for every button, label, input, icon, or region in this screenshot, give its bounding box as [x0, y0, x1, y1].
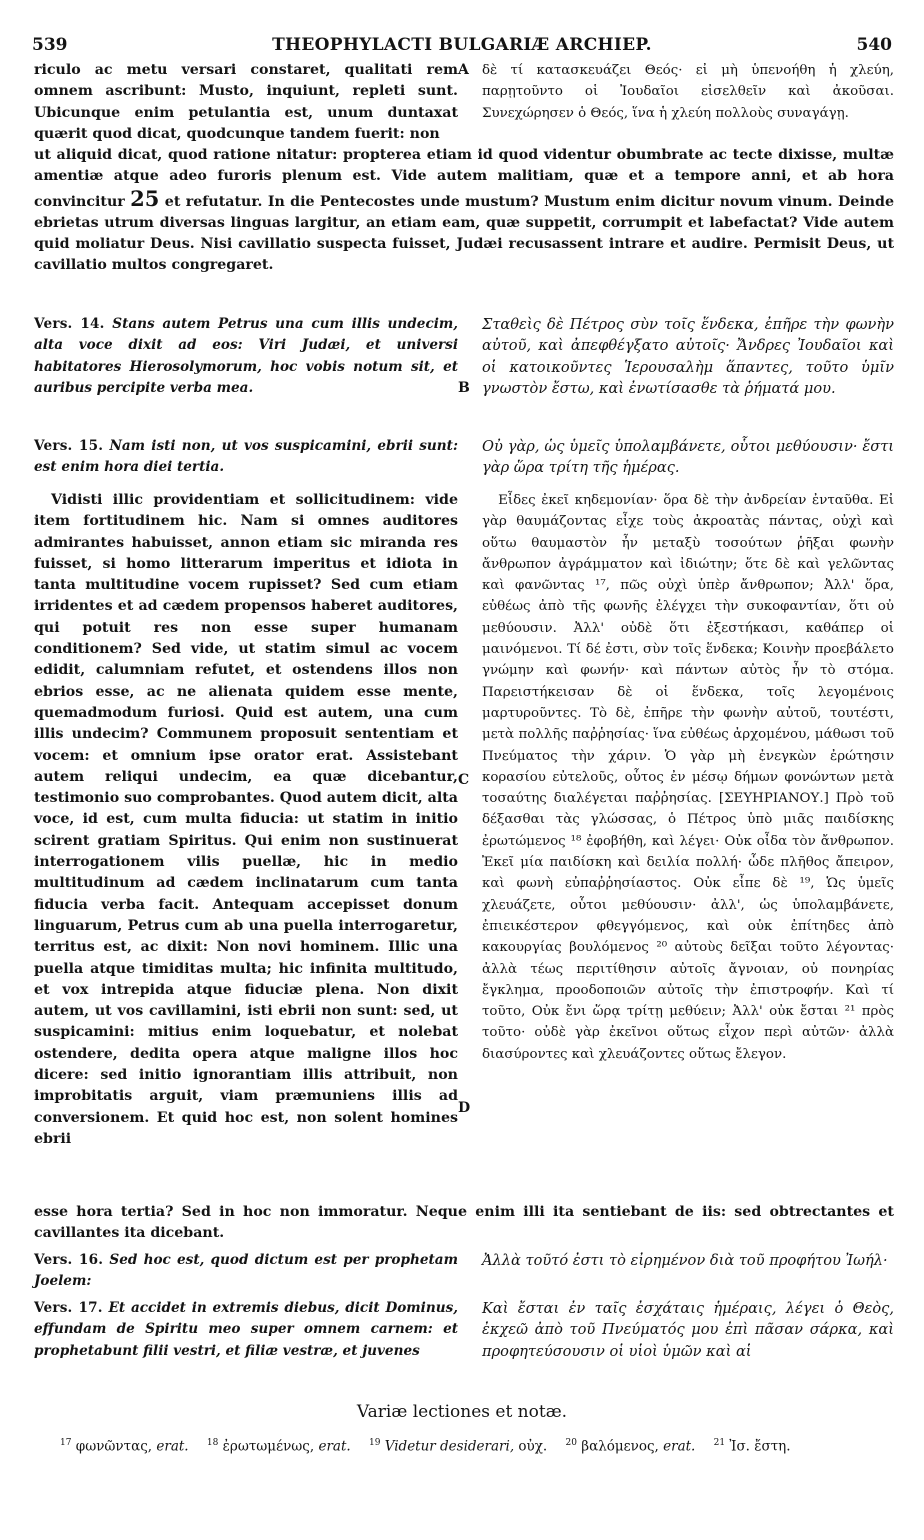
verse-14-latin: [34, 314, 458, 399]
verse-text: Stans autem Petrus una cum illis undecim, alta voce dixit ad eos: Viri Judæi, et universi habitatores Hierosolymorum, hoc vobis notum sit, et auribus percipite verba mea.: [34, 316, 459, 396]
running-title: THEOPHYLACTI BULGARIÆ ARCHIEP.: [272, 35, 652, 55]
footnote-tail: οὐχ.: [518, 1438, 548, 1455]
paragraph-after: et refutatur. In die Pentecostes unde mustum? Mustum enim dicitur novum vinum. Deinde ebrietas utrum diversas linguas largitur, an etiam eam, quæ suppetit, corrumpit et labefactat? Vide autem quid moliatur Deus. Nisi cavillatio suspecta fuisset, Judæi recusassent intrare et audire. Permisit Deus, ut cavillatio multos congregaret.: [34, 193, 894, 274]
page-number-left: 539: [32, 35, 68, 55]
footnote-number: 17: [60, 1438, 72, 1448]
footnote-tail: erat.: [663, 1438, 696, 1455]
margin-letter-d: D: [458, 1100, 471, 1116]
margin-letter-c: C: [458, 772, 470, 788]
footnote-text: Videtur desiderari,: [384, 1438, 515, 1455]
footnote-number: 18: [206, 1438, 219, 1448]
verse-text: Et accidet in extremis diebus, dicit Dominus, effundam de Spiritu meo super omnem carnem: et prophetabunt filii vestri, et filiæ vestræ, et juvenes: [34, 1300, 458, 1359]
footnote-tail: erat.: [318, 1438, 351, 1455]
verse-17-greek: Καὶ ἔσται ἐν ταῖς ἐσχάταις ἡμέραις, λέγει ὁ Θεὸς, ἐκχεῶ ἀπὸ τοῦ Πνεύματός μου ἐπὶ πᾶσαν σάρκα, καὶ προφητεύσουσιν οἱ υἱοὶ ὑμῶν καὶ αἱ: [482, 1300, 894, 1360]
footnote-number: 19: [368, 1438, 381, 1448]
running-head: [32, 34, 892, 56]
page-number-right: 540: [856, 35, 892, 55]
bridge-paragraph: esse hora tertia? Sed in hoc non immoratur. Neque enim illi ita sentiebant de iis: sed obtrectantes et cavillantes ita dicebant.: [34, 1204, 894, 1242]
latin-top: riculo ac metu versari constaret, qualitati rem omnem ascribunt: Musto, inquiunt, repleti sunt. Ubicunque enim petulantia est, unum duntaxat quærit quod dicat, quodcunque tandem fuerit: non: [34, 62, 458, 142]
commentary-greek: Εἶδες ἐκεῖ κηδεμονίαν· ὅρα δὲ τὴν ἀνδρείαν ἐνταῦθα. Εἰ γὰρ θαυμάζοντας εἶχε τοὺς ἀκροατὰς πάντας, οὐχὶ καὶ οὕτω θαυμαστὸν ἦν μεταξὺ τοσούτων ῥῆξαι φωνὴν ἄνθρωπον ἀγράμματον καὶ ἰδιώτην; ὅτε δὲ καὶ γελῶντας καὶ φανῶντας ¹⁷, πῶς οὐχὶ ὑπὲρ ἄνθρωπον; Ἀλλ' ὅρα, εὐθέως ἀπὸ τῆς φωνῆς ἐλέγχει τὴν συκοφαντίαν, ὅτι οὐ μεθύουσιν. Ἀλλ' οὐδὲ ὅτι ἐξεστήκασι, καθάπερ οἱ μαινόμενοι. Τί δέ ἐστι, σὺν τοῖς ἕνδεκα; Κοινὴν προεβάλετο γνώμην καὶ φωνήν· καὶ πάντων αὐτὸς ἦν τὸ στόμα. Παρειστήκεισαν δὲ οἱ ἕνδεκα, τοῖς λεγομένοις μαρτυροῦντες. Τὸ δὲ, ἐπῆρε τὴν φωνὴν αὐτοῦ, τουτέστι, μετὰ πολλῆς παῤῥησίας· ἵνα εὐθέως ἀρχομένου, μάθωσι τοῦ Πνεύματος τὴν χάριν. Ὁ γὰρ μὴ ἐνεγκὼν ἐρώτησιν κορασίου εὐτελοῦς, οὗτος ἐν μέσῳ δήμων φονώντων μετὰ τοσαύτης διαλέγεται παῤῥησίας. [ΣΕΥΗΡΙΑΝΟΥ.] Πρὸ τοῦ δέξασθαι τὰς γλώσσας, ὁ Πέτρος ὑπὸ μιᾶς παιδίσκης ἐρωτώμενος ¹⁸ ἐφοβήθη, καὶ λέγει· Οὐκ οἶδα τὸν ἄνθρωπον. Ἐκεῖ μία παιδίσκη καὶ δειλία πολλή· ὧδε πλῆθος ἄπειρον, καὶ φωνὴ εὐπαῤῥησίαστος. Οὐκ εἶπε δὲ ¹⁹, Ὡς ὑμεῖς χλευάζετε, οὗτοι μεθύουσιν· ἀλλ', ὡς ὑπολαμβάνετε, ἐπιεικέστερον φθεγγόμενος, καὶ οὐκ ἐπίτηδες ἀπὸ κακουργίας βουλόμενος ²⁰ αὐτοὺς δεῖξαι τοῦτο λέγοντας· ἀλλὰ τέως περιτίθησιν αὐτοῖς ἄγνοιαν, οὐ πονηρίας ἔγκλημα, προοδοποιῶν αὐτοῖς τὴν ἐπιστροφήν. Καὶ τί τοῦτο, Οὐκ ἔνι ὥρᾳ τρίτῃ μεθύειν; Ἀλλ' οὐκ ἔσται ²¹ πρὸς τοῦτο· οὐδὲ γὰρ ἐκεῖνοι οὕτως εἶχον περὶ αὐτῶν· ἀλλὰ διασύροντες καὶ χλευάζοντες οὕτως ἔλεγον.: [482, 493, 894, 1062]
verse-15-greek: Οὐ γὰρ, ὡς ὑμεῖς ὑπολαμβάνετε, οὗτοι μεθύουσιν· ἔστι γὰρ ὥρα τρίτη τῆς ἡμέρας.: [482, 438, 894, 477]
footnote-number: 20: [565, 1438, 577, 1448]
footnote-tail: erat.: [156, 1438, 189, 1455]
footnote-text: Ἰσ. ἔστη.: [729, 1438, 791, 1455]
footnote-text: βαλόμενος,: [581, 1438, 659, 1455]
verse-ref: Vers. 17.: [34, 1300, 103, 1316]
verse-text: Nam isti non, ut vos suspicamini, ebrii sunt: est enim hora diei tertia.: [34, 438, 458, 476]
section-number: 25: [130, 185, 160, 211]
verse-ref: Vers. 16.: [34, 1252, 104, 1268]
verse-16-greek: Ἀλλὰ τοῦτό ἐστι τὸ εἰρημένον διὰ τοῦ προφήτου Ἰωήλ·: [482, 1252, 888, 1269]
verse-17-latin: [34, 1298, 458, 1362]
verse-text: Sed hoc est, quod dictum est per prophetam Joelem:: [34, 1252, 458, 1290]
verse-14-greek: Σταθεὶς δὲ Πέτρος σὺν τοῖς ἕνδεκα, ἐπῆρε τὴν φωνὴν αὐτοῦ, καὶ ἀπεφθέγξατο αὐτοῖς· Ἄνδρες Ἰουδαῖοι καὶ οἱ κατοικοῦντες Ἱερουσαλὴμ ἅπαντες, τοῦτο ὑμῖν γνωστὸν ἔστω, καὶ ἐνωτίσασθε τὰ ῥήματά μου.: [482, 316, 894, 397]
notes-heading: Variæ lectiones et notæ.: [356, 1402, 568, 1422]
greek-top: δὲ τί κατασκευάζει Θεός· εἰ μὴ ὑπενοήθη ἡ χλεύη, παρῃτοῦντο οἱ Ἰουδαῖοι εἰσελθεῖν καὶ ἀκοῦσαι. Συνεχώρησεν ὁ Θεός, ἵνα ἡ χλεύη πολλοὺς συναγάγῃ.: [482, 63, 894, 121]
footnotes: [46, 1432, 896, 1458]
commentary-latin: Vidisti illic providentiam et sollicitudinem: vide item fortitudinem hic. Nam si omnes auditores admirantes habuisset, annon etiam sic miranda res fuisset, si homo litterarum imperitus et idiota in tanta multitudine vocem rupisset? Sed cum etiam irridentes et ad cædem propensos haberet auditores, qui potuit res non esse super humanam conditionem? Sed vide, ut statim simul ac vocem edidit, calumniam refutet, et ostendens illos non ebrios esse, ac ne alienata quidem esse mente, quemadmodum furiosi. Quid est autem, una cum illis undecim? Communem proposuit sententiam et vocem: et omnium ipse orator erat. Assistebant autem reliqui undecim, ea quæ dicebantur, testimonio suo comprobantes. Quod autem dicit, alta voce, id est, cum multa fiducia: ut statim in initio scirent gratiam Spiritus. Qui enim non sustinuerat interrogationem vilis puellæ, hic in medio multitudinum ad cædem inclinatarum cum tanta fiducia verba facit. Antequam accepisset donum linguarum, Petrus cum ab una puella interrogaretur, territus est, ac dixit: Non novi hominem. Illic una puella atque timiditas multa; hic infinita multitudo, et vox intrepida atque fiduciæ plena. Non dixit autem, ut vos cavillamini, isti ebrii non sunt: sed, ut suspicamini: mitius enim loquebatur, et nolebat ostendere, dedita opera atque maligne illos hoc dicere: sed initio ignorantiam illis attribuit, non improbitatis arguit, viam præmuniens illis ad conversionem. Et quid hoc est, non solent homines ebrii: [34, 492, 458, 1147]
verse-ref: Vers. 14.: [34, 316, 105, 332]
full-width-paragraph: [34, 145, 894, 277]
verse-15-latin: [34, 436, 458, 479]
margin-letter-b: B: [458, 380, 470, 396]
footnote-number: 21: [713, 1438, 726, 1448]
footnote-text: ἐρωτωμένως,: [222, 1438, 315, 1455]
footnote-text: φωνῶντας,: [75, 1438, 153, 1455]
verse-16-latin: [34, 1250, 458, 1293]
verse-ref: Vers. 15.: [34, 438, 104, 454]
margin-letter-a: A: [458, 62, 469, 78]
paragraph-before: ut aliquid dicat, quod ratione nitatur: propterea etiam id quod videntur obumbrate ac tecte dixisse, multæ amentiæ atque adeo furoris plenum est. Vide autem malitiam, quæ et a tempore anni, et ab hora convincitur: [34, 147, 894, 210]
